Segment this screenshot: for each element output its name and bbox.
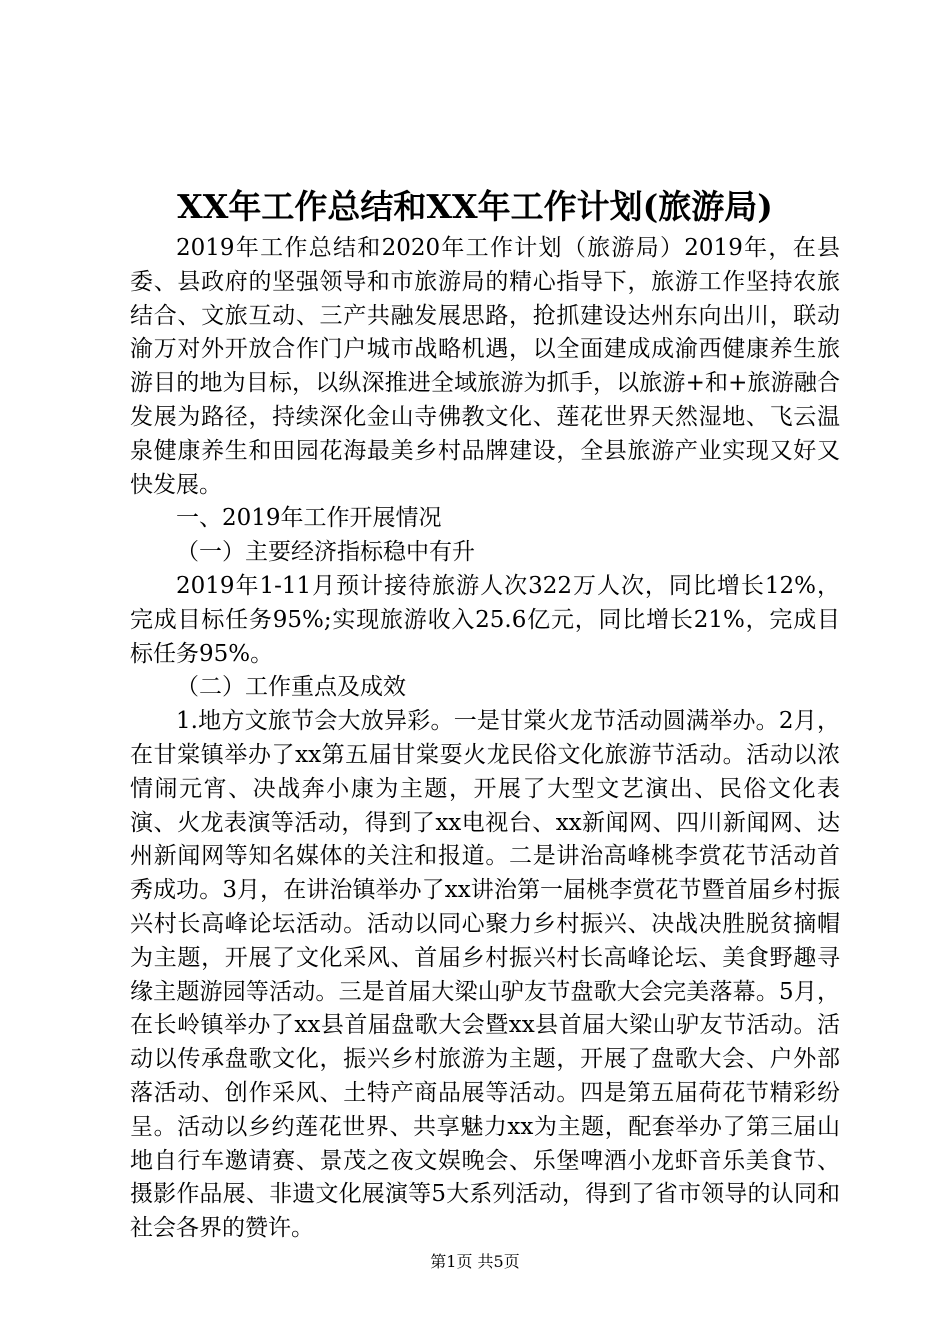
- subsection-heading: （一）主要经济指标稳中有升: [176, 539, 475, 566]
- subsection-heading: （二）工作重点及成效: [176, 674, 406, 701]
- section-heading: 一、2019年工作开展情况: [176, 505, 442, 532]
- festivals-paragraph: 1.地方文旅节会大放异彩。一是甘棠火龙节活动圆满举办。2月，在甘棠镇举办了xx第五届甘棠耍火龙民俗文化旅游节活动。活动以浓情闹元宵、决战奔小康为主题，开展了大型文艺演出、民俗文化表演、火龙表演等活动，得到了xx电视台、xx新闻网、四川新闻网、达州新闻网等知名媒体的关注和报道。二是讲治高峰桃李赏花节活动首秀成功。3月，在讲治镇举办了xx讲治第一届桃李赏花节暨首届乡村振兴村长高峰论坛活动。活动以同心聚力乡村振兴、决战决胜脱贫摘帽为主题，开展了文化采风、首届乡村振兴村长高峰论坛、美食野趣寻缘主题游园等活动。三是首届大梁山驴友节盘歌大会完美落幕。5月，在长岭镇举办了xx县首届盘歌大会暨xx县首届大梁山驴友节活动。活动以传承盘歌文化，振兴乡村旅游为主题，开展了盘歌大会、户外部落活动、创作采风、土特产商品展等活动。四是第五届荷花节精彩纷呈。活动以乡约莲花世界、共享魅力xx为主题，配套举办了第三届山地自行车邀请赛、景茂之夜文娱晚会、乐堡啤酒小龙虾音乐美食节、摄影作品展、非遗文化展演等5大系列活动，得到了省市领导的认同和社会各界的赞许。: [130, 708, 840, 1242]
- document-title: XX年工作总结和XX年工作计划(旅游局): [177, 187, 773, 226]
- document-body: [130, 232, 840, 1246]
- intro-paragraph: 2019年工作总结和2020年工作计划（旅游局）2019年，在县委、县政府的坚强领导和市旅游局的精心指导下，旅游工作坚持农旅结合、文旅互动、三产共融发展思路，抢抓建设达州东向出川，联动渝万对外开放合作门户城市战略机遇，以全面建成成渝西健康养生旅游目的地为目标，以纵深推进全域旅游为抓手，以旅游+和+旅游融合发展为路径，持续深化金山寺佛教文化、莲花世界天然湿地、飞云温泉健康养生和田园花海最美乡村品牌建设，全县旅游产业实现又好又快发展。: [130, 235, 840, 498]
- page-footer: 第1页 共5页: [430, 1252, 520, 1271]
- indicators-paragraph: 2019年1-11月预计接待旅游人次322万人次，同比增长12%，完成目标任务95%;实现旅游收入25.6亿元，同比增长21%，完成目标任务95%。: [130, 572, 840, 667]
